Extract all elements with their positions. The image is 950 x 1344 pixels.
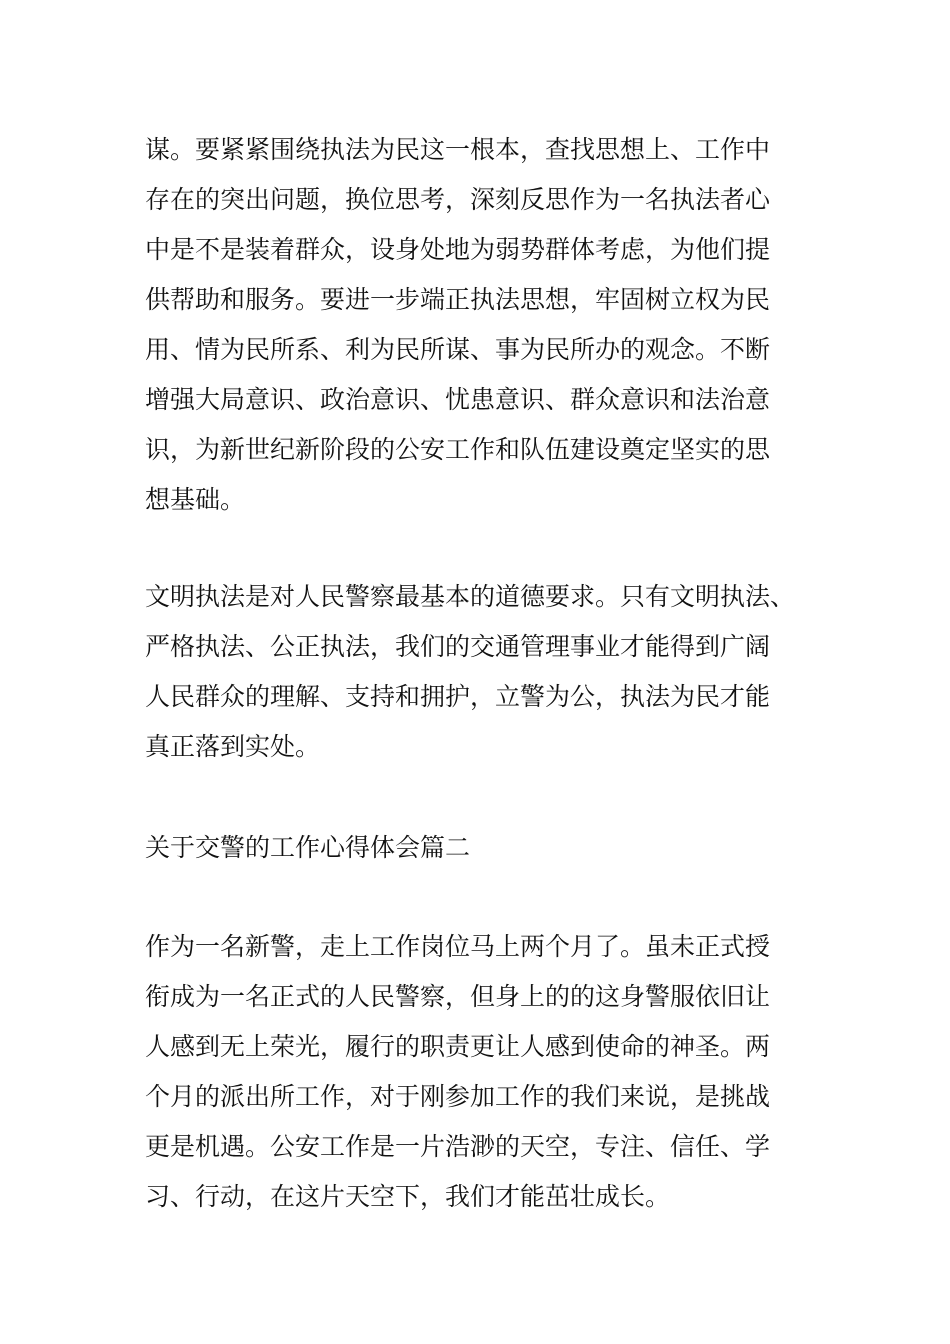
heading-text: 关于交警的工作心得体会篇二 [145,833,471,862]
paragraph-line: 更是机遇。公安工作是一片浩渺的天空，专注、信任、学 [145,1132,771,1161]
paragraph-line: 中是不是装着群众，设身处地为弱势群体考虑，为他们提 [145,235,771,264]
paragraph-line: 识，为新世纪新阶段的公安工作和队伍建设奠定坚实的思 [145,435,771,464]
paragraph-line: 存在的突出问题，换位思考，深刻反思作为一名执法者心 [145,185,771,214]
paragraph-line: 真正落到实处。 [145,732,321,761]
paragraph-line: 想基础。 [145,485,246,514]
paragraph-line: 个月的派出所工作，对于刚参加工作的我们来说，是挑战 [145,1082,771,1111]
paragraph-2 [145,572,810,772]
paragraph-line: 用、情为民所系、利为民所谋、事为民所办的观念。不断 [145,335,771,364]
paragraph-line: 作为一名新警，走上工作岗位马上两个月了。虽未正式授 [145,932,771,961]
paragraph-line: 习、行动，在这片天空下，我们才能茁壮成长。 [145,1182,671,1211]
section-heading [145,823,810,873]
paragraph-line: 增强大局意识、政治意识、忧患意识、群众意识和法治意 [145,385,771,414]
paragraph-3 [145,922,810,1222]
paragraph-line: 严格执法、公正执法，我们的交通管理事业才能得到广阔 [145,632,771,661]
paragraph-line: 谋。要紧紧围绕执法为民这一根本，查找思想上、工作中 [145,135,771,164]
paragraph-line: 人民群众的理解、支持和拥护，立警为公，执法为民才能 [145,682,771,711]
paragraph-1 [145,125,810,525]
paragraph-line: 人感到无上荣光，履行的职责更让人感到使命的神圣。两 [145,1032,771,1061]
paragraph-line: 供帮助和服务。要进一步端正执法思想，牢固树立权为民 [145,285,771,314]
paragraph-line: 文明执法是对人民警察最基本的道德要求。只有文明执法、 [145,582,796,611]
paragraph-line: 衔成为一名正式的人民警察，但身上的的这身警服依旧让 [145,982,771,1011]
